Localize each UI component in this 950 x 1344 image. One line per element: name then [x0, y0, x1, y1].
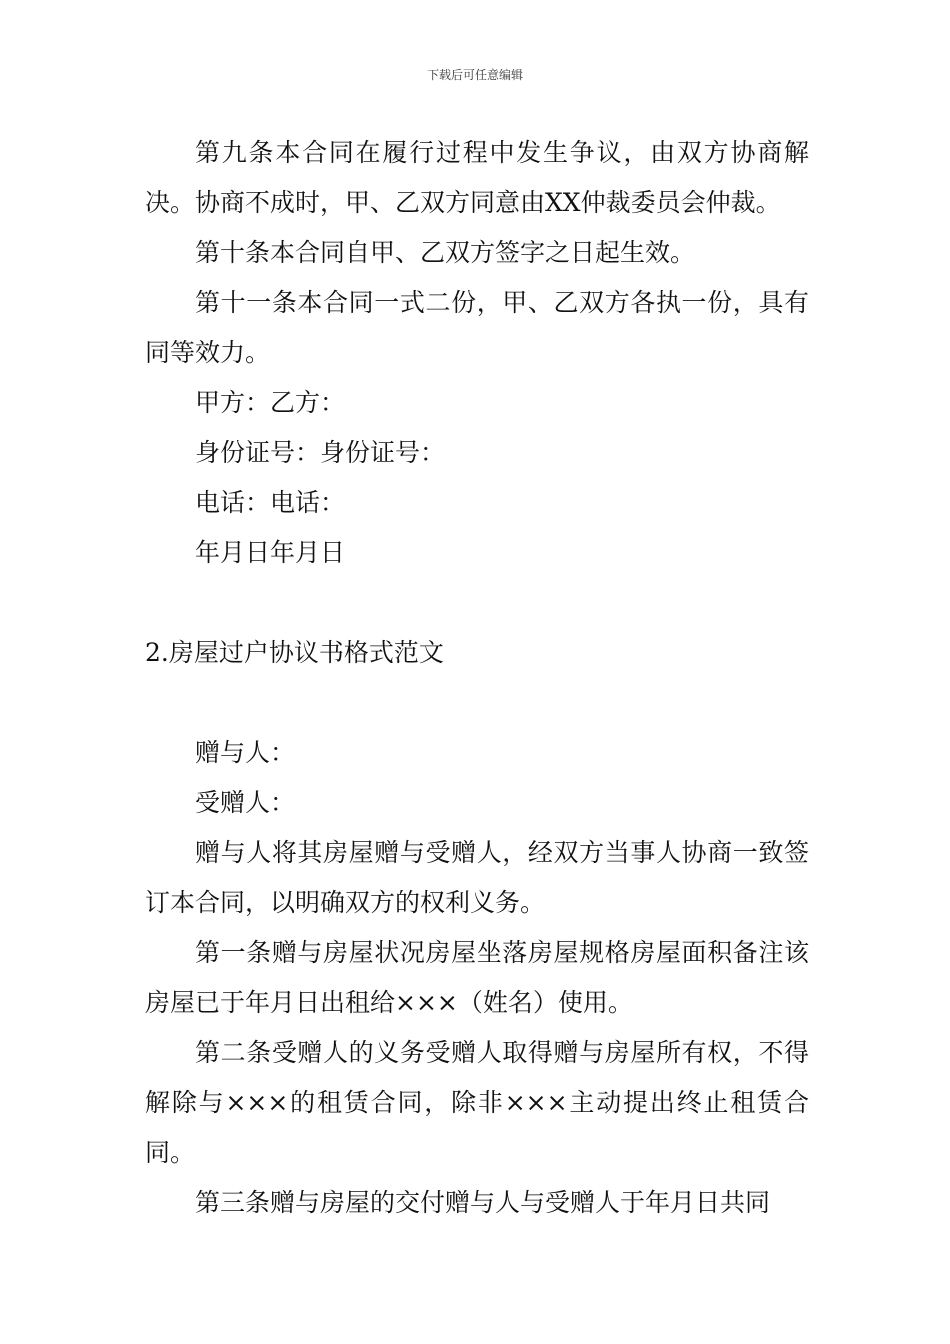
donor-line: 赠与人： — [195, 738, 296, 767]
article-2: 第二条受赠人的义务受赠人取得赠与房屋所有权，不得解除与×××的租赁合同，除非×××主动提出终止租赁合同。 — [145, 1038, 809, 1167]
section-title: 2.房屋过户协议书格式范文 — [145, 638, 444, 667]
spacer — [145, 678, 809, 728]
page-header: 下载后可任意编辑 — [426, 68, 523, 82]
donee-line: 受赠人： — [195, 788, 296, 817]
article-10: 第十条本合同自甲、乙双方签字之日起生效。 — [195, 238, 696, 267]
article-1: 第一条赠与房屋状况房屋坐落房屋规格房屋面积备注该房屋已于年月日出租给×××（姓名）使用。 — [145, 938, 809, 1017]
document-body — [145, 128, 809, 1228]
phones-line: 电话：电话： — [195, 488, 346, 517]
article-11: 第十一条本合同一式二份，甲、乙双方各执一份，具有同等效力。 — [145, 288, 809, 367]
article-9: 第九条本合同在履行过程中发生争议，由双方协商解决。协商不成时，甲、乙双方同意由XX仲裁委员会仲裁。 — [145, 138, 809, 217]
article-3: 第三条赠与房屋的交付赠与人与受赠人于年月日共同 — [195, 1188, 771, 1217]
intro-paragraph: 赠与人将其房屋赠与受赠人，经双方当事人协商一致签订本合同，以明确双方的权利义务。 — [145, 838, 809, 917]
party-names-line: 甲方：乙方： — [195, 388, 346, 417]
spacer — [145, 578, 809, 628]
dates-line: 年月日年月日 — [195, 538, 346, 567]
id-numbers-line: 身份证号：身份证号： — [195, 438, 446, 467]
